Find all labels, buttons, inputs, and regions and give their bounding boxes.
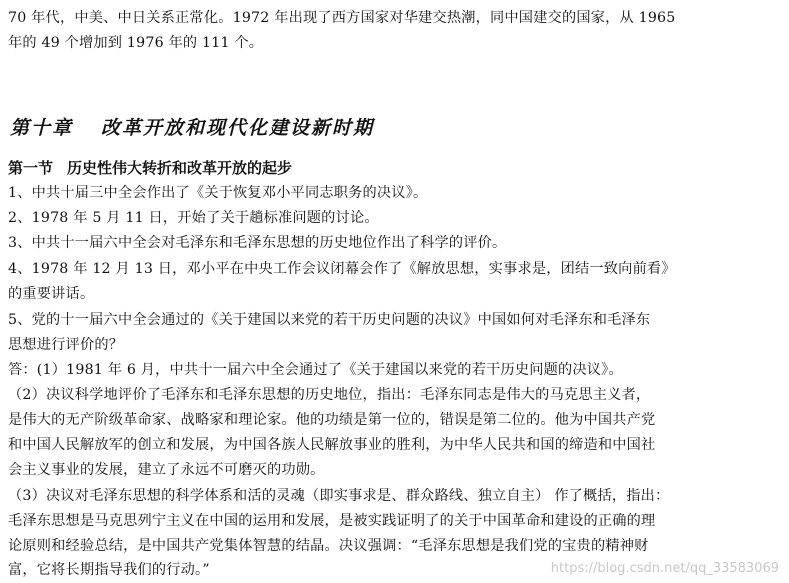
text-line: 4、1978 年 12 月 13 日，邓小平在中央工作会议闭幕会作了《解放思想，实事求是，团结一致向前看》: [8, 261, 676, 277]
section-heading: [8, 156, 292, 181]
text-line: 答：(1）1981 年 6 月，中共十一届六中全会通过了《关于建国以来党的若干历史问题的决议》。: [8, 362, 623, 378]
section-title: 历史性伟大转折和改革开放的起步: [67, 159, 293, 177]
chapter-heading: [10, 114, 374, 142]
text-line: 5、党的十一届六中全会通过的《关于建国以来党的若干历史问题的决议》中国如何对毛泽东和毛泽东: [8, 312, 651, 328]
section-number: 第一节: [8, 159, 54, 177]
text-line: 1、中共十届三中全会作出了《关于恢复邓小平同志职务的决议》。: [8, 185, 428, 201]
text-line: 思想进行评价的？: [8, 337, 124, 353]
chapter-number: 第十章: [10, 117, 74, 139]
intro-line-1: 70 年代，中美、中日关系正常化。1972 年出现了西方国家对华建交热潮，同中国建交的国家，从 1965: [8, 10, 676, 26]
text-line: 的重要讲话。: [8, 286, 95, 302]
text-line: （2）决议科学地评价了毛泽东和毛泽东思想的历史地位，指出：毛泽东同志是伟大的马克思主义者，: [8, 387, 651, 403]
text-line: （3）决议对毛泽东思想的科学体系和活的灵魂（即实事求是、群众路线、独立自主） 作了概括，指出：: [8, 488, 670, 504]
text-line: 论原则和经验总结，是中国共产党集体智慧的结晶。决议强调：“毛泽东思想是我们党的宝贵的精神财: [8, 538, 649, 554]
chapter-title: 改革开放和现代化建设新时期: [101, 117, 375, 139]
text-line: 和中国人民解放军的创立和发展，为中国各族人民解放事业的胜利，为中华人民共和国的缔造和中国社: [8, 437, 656, 453]
text-line: 是伟大的无产阶级革命家、战略家和理论家。他的功绩是第一位的，错误是第二位的。他为中国共产党: [8, 412, 656, 428]
text-line: 会主义事业的发展，建立了永远不可磨灭的功勋。: [8, 462, 325, 478]
text-line: 毛泽东思想是马克思列宁主义在中国的运用和发展，是被实践证明了的关于中国革命和建设的正确的理: [8, 513, 656, 529]
intro-line-2: 年的 49 个增加到 1976 年的 111 个。: [8, 35, 264, 51]
text-line: 富，它将长期指导我们的行动。”: [8, 562, 210, 578]
text-line: 2、1978 年 5 月 11 日，开始了关于趟标准问题的讨论。: [8, 210, 379, 226]
text-line: 3、中共十一届六中全会对毛泽东和毛泽东思想的历史地位作出了科学的评价。: [8, 235, 507, 251]
watermark-url: https://blog.csdn.net/qq_33583069: [550, 561, 779, 576]
